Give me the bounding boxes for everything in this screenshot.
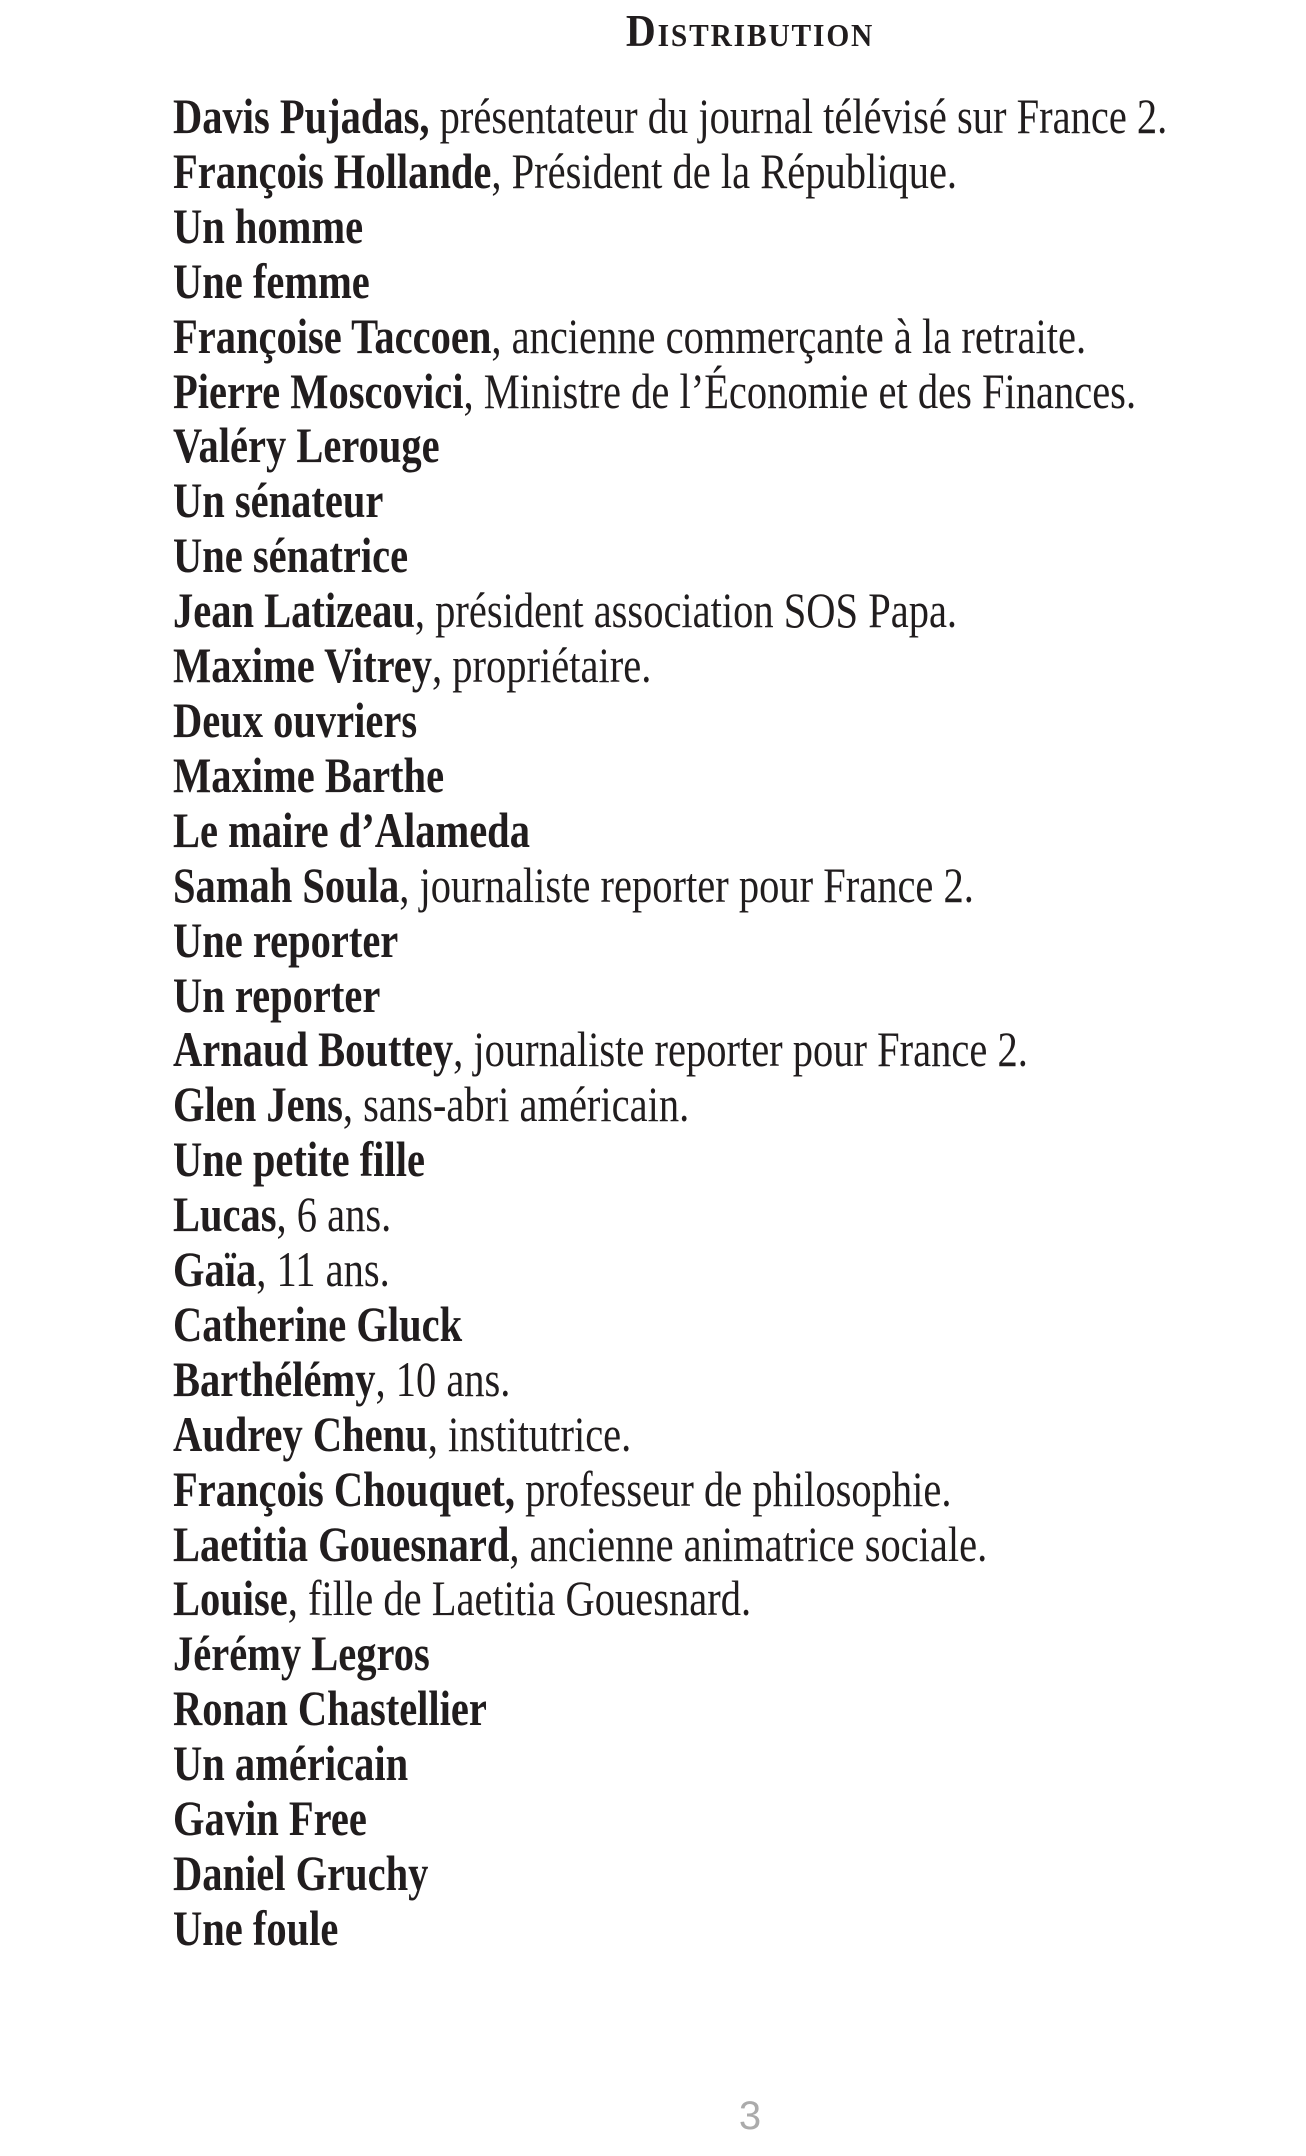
cast-entry	[173, 913, 1091, 968]
cast-entry	[173, 748, 1091, 803]
cast-entry	[173, 858, 1091, 913]
cast-list	[173, 89, 1306, 1956]
cast-entry	[173, 1077, 1091, 1132]
cast-entry-name: François Hollande	[173, 142, 492, 199]
cast-entry	[173, 1352, 1091, 1407]
cast-entry	[173, 309, 1091, 364]
cast-entry-name: Gavin Free	[173, 1790, 367, 1847]
cast-entry	[173, 1681, 1091, 1736]
cast-entry-desc: , sans-abri américain.	[342, 1076, 690, 1133]
cast-entry-desc: présentateur du journal télévisé sur France 2.	[429, 88, 1168, 144]
cast-entry-name: Samah Soula	[173, 856, 400, 913]
cast-entry	[173, 528, 1091, 583]
cast-entry-name: Une reporter	[173, 911, 399, 968]
cast-entry	[173, 144, 1091, 199]
cast-entry-name: Audrey Chenu	[173, 1405, 428, 1462]
cast-entry	[173, 1626, 1091, 1681]
cast-entry-desc: , Ministre de l’Économie et des Finances.	[463, 362, 1137, 419]
cast-entry-name: Maxime Barthe	[173, 746, 445, 803]
cast-entry-desc: , président association SOS Papa.	[414, 582, 958, 639]
cast-entry-name: Françoise Taccoen	[173, 307, 492, 364]
cast-entry-name: Davis Pujadas,	[173, 88, 430, 144]
cast-entry	[173, 1517, 1091, 1572]
cast-entry-desc: , fille de Laetitia Gouesnard.	[287, 1570, 752, 1627]
cast-entry	[173, 254, 1091, 309]
cast-entry	[173, 1187, 1091, 1242]
cast-entry	[173, 1242, 1091, 1297]
cast-entry	[173, 1407, 1091, 1462]
cast-entry-name: Gaïa	[173, 1241, 257, 1298]
cast-entry-name: Daniel Gruchy	[173, 1845, 429, 1901]
cast-entry-name: Un reporter	[173, 966, 381, 1023]
cast-entry	[173, 1901, 1091, 1956]
cast-entry	[173, 1571, 1091, 1626]
cast-entry-name: Maxime Vitrey	[173, 637, 433, 694]
cast-entry-name: Laetitia Gouesnard	[173, 1515, 510, 1572]
cast-entry-desc: , Président de la République.	[491, 142, 958, 199]
cast-entry	[173, 968, 1091, 1023]
cast-entry-desc: , ancienne animatrice sociale.	[509, 1515, 988, 1572]
cast-entry	[173, 1132, 1091, 1187]
cast-entry	[173, 638, 1091, 693]
cast-entry-name: Une foule	[173, 1899, 339, 1956]
cast-entry-desc: , ancienne commerçante à la retraite.	[491, 307, 1087, 364]
cast-entry-desc: , 10 ans.	[375, 1350, 511, 1407]
cast-entry-name: Le maire d’Alameda	[173, 801, 530, 858]
cast-entry-name: Barthélémy	[173, 1350, 376, 1407]
cast-entry-desc: professeur de philosophie.	[515, 1460, 952, 1517]
cast-entry	[173, 1736, 1091, 1791]
cast-entry-name: Un homme	[173, 197, 364, 254]
cast-entry-name: Jean Latizeau	[173, 582, 415, 639]
cast-entry	[173, 1297, 1091, 1352]
cast-entry-desc: , journaliste reporter pour France 2.	[453, 1021, 1028, 1078]
cast-entry-name: Glen Jens	[173, 1076, 343, 1133]
cast-entry-name: Pierre Moscovici	[173, 362, 464, 419]
cast-entry	[173, 473, 1091, 528]
cast-entry	[173, 583, 1091, 638]
cast-entry-name: Deux ouvriers	[173, 691, 418, 748]
cast-entry	[173, 693, 1091, 748]
cast-entry-name: François Chouquet,	[173, 1460, 516, 1517]
cast-entry-desc: , propriétaire.	[432, 637, 652, 694]
cast-entry-name: Une petite fille	[173, 1131, 425, 1188]
cast-entry	[173, 1791, 1091, 1846]
cast-entry-name: Une sénatrice	[173, 527, 409, 584]
cast-entry-desc: , 6 ans.	[276, 1186, 392, 1243]
cast-entry-name: Arnaud Bouttey	[173, 1021, 454, 1078]
cast-entry	[173, 803, 1091, 858]
page-number: 3	[738, 2094, 762, 2138]
cast-entry-name: Valéry Lerouge	[173, 417, 440, 474]
cast-entry	[173, 1846, 1091, 1901]
cast-entry-desc: , 11 ans.	[256, 1241, 390, 1298]
cast-entry-name: Ronan Chastellier	[173, 1680, 487, 1737]
cast-entry-desc: , journaliste reporter pour France 2.	[399, 856, 974, 913]
cast-entry-name: Lucas	[173, 1186, 277, 1243]
cast-entry	[173, 418, 1091, 473]
cast-entry-name: Louise	[173, 1570, 288, 1627]
cast-entry	[173, 88, 1168, 144]
cast-entry-name: Une femme	[173, 252, 370, 309]
cast-entry-name: Un américain	[173, 1735, 409, 1792]
cast-entry-name: Catherine Gluck	[173, 1295, 463, 1352]
page-title: Distribution	[625, 6, 875, 56]
cast-entry	[173, 199, 1091, 254]
cast-entry	[173, 1022, 1091, 1077]
cast-entry-name: Un sénateur	[173, 472, 384, 529]
cast-entry	[173, 362, 1137, 419]
cast-entry	[173, 1462, 1091, 1517]
cast-entry-name: Jérémy Legros	[173, 1625, 430, 1682]
cast-entry-desc: , institutrice.	[427, 1405, 632, 1462]
